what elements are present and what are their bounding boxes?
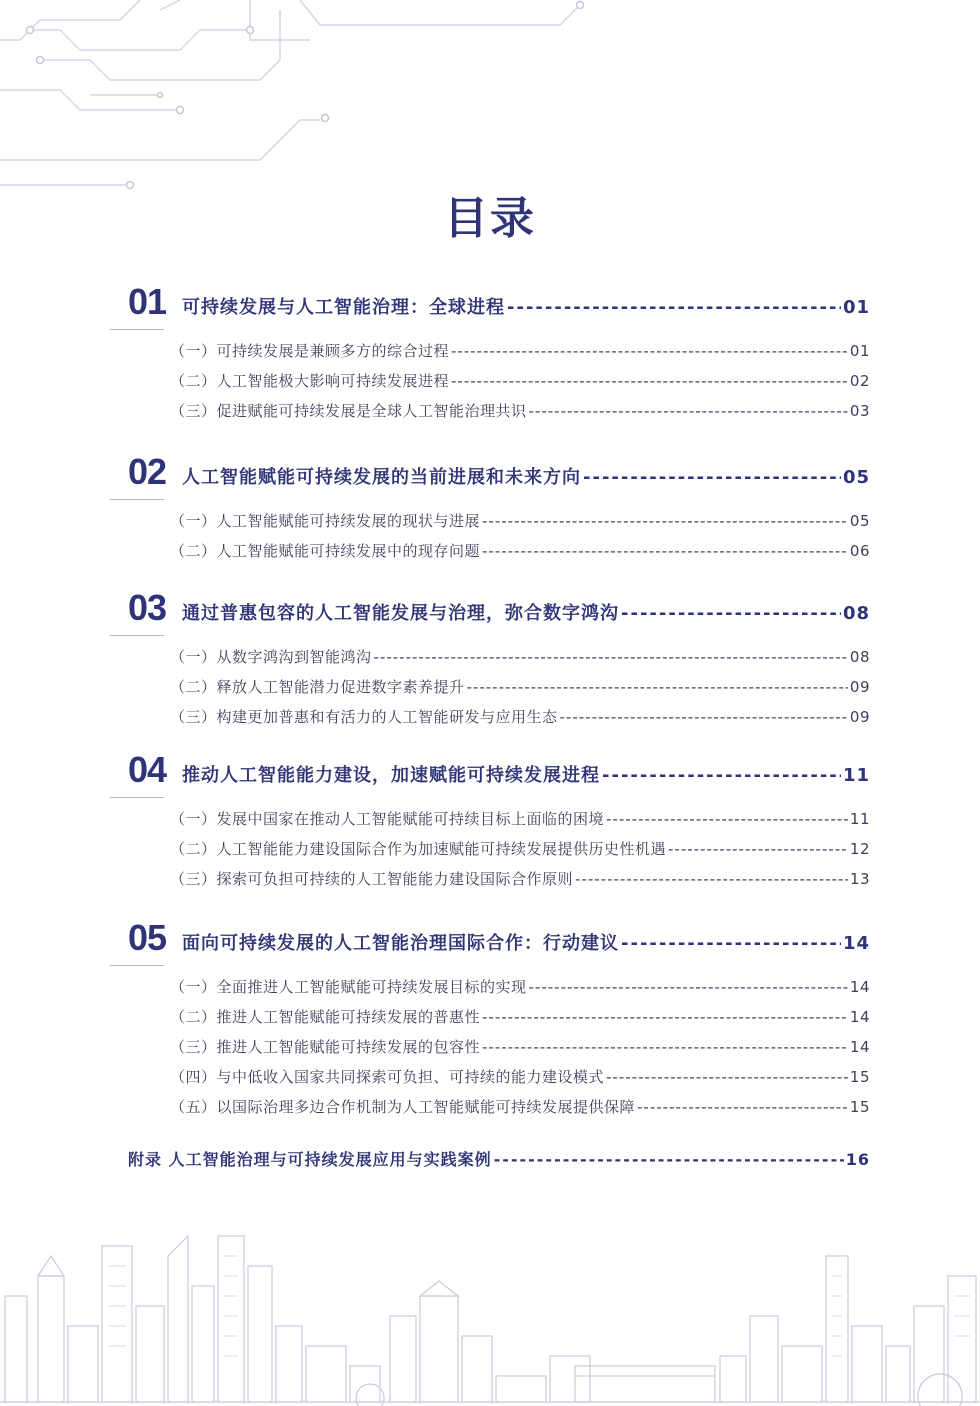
circuit-decoration [0, 0, 980, 200]
page-number: 12 [849, 840, 870, 858]
dot-leader [482, 536, 848, 566]
toc-entry-section[interactable] [170, 336, 870, 366]
dot-leader [583, 464, 841, 492]
section-title: （二）释放人工智能潜力促进数字素养提升 [170, 678, 465, 696]
section-title: （二）人工智能能力建设国际合作为加速赋能可持续发展提供历史性机遇 [170, 840, 667, 858]
page-number: 14 [842, 933, 870, 954]
page-number: 08 [849, 648, 870, 666]
page-number: 16 [845, 1150, 870, 1169]
table-of-contents [110, 282, 870, 1174]
section-title: （三）促进赋能可持续发展是全球人工智能治理共识 [170, 402, 527, 420]
toc-entry-section[interactable] [170, 702, 870, 732]
toc-entry-section[interactable] [170, 972, 870, 1002]
section-title: （三）构建更加普惠和有活力的人工智能研发与应用生态 [170, 708, 558, 726]
page-number: 02 [849, 372, 870, 390]
appendix-title: 附录 人工智能治理与可持续发展应用与实践案例 [128, 1150, 492, 1169]
page-number: 15 [849, 1068, 870, 1086]
toc-entry-section[interactable] [170, 1092, 870, 1122]
section-title: （二）人工智能赋能可持续发展中的现存问题 [170, 542, 481, 560]
dot-leader [494, 1146, 844, 1174]
page-number: 01 [849, 342, 870, 360]
chapter-title: 推动人工智能能力建设，加速赋能可持续发展进程 [182, 765, 600, 786]
dot-leader [621, 600, 841, 628]
chapter-title: 可持续发展与人工智能治理：全球进程 [182, 297, 505, 318]
page-number: 15 [849, 1098, 870, 1116]
dot-leader [606, 804, 848, 834]
chapter-number: 05 [110, 918, 176, 958]
section-title: （一）人工智能赋能可持续发展的现状与进展 [170, 512, 481, 530]
chapter-title: 通过普惠包容的人工智能发展与治理，弥合数字鸿沟 [182, 603, 619, 624]
toc-entry-appendix[interactable] [128, 1146, 870, 1174]
chapter-02 [110, 452, 870, 566]
toc-entry-section[interactable] [170, 1002, 870, 1032]
chapter-number: 03 [110, 588, 176, 628]
dot-leader [529, 972, 848, 1002]
toc-entry-section[interactable] [170, 834, 870, 864]
page-number: 14 [849, 1038, 870, 1056]
section-title: （四）与中低收入国家共同探索可负担、可持续的能力建设模式 [170, 1068, 605, 1086]
section-title: （三）探索可负担可持续的人工智能能力建设国际合作原则 [170, 870, 574, 888]
page-number: 06 [849, 542, 870, 560]
section-title: （二）推进人工智能赋能可持续发展的普惠性 [170, 1008, 481, 1026]
dot-leader [602, 762, 841, 790]
page-number: 05 [842, 467, 870, 488]
dot-leader [507, 294, 841, 322]
toc-entry-chapter-01[interactable] [176, 294, 870, 322]
chapter-title: 人工智能赋能可持续发展的当前进展和未来方向 [182, 467, 581, 488]
toc-entry-chapter-05[interactable] [176, 930, 870, 958]
dot-leader [482, 1032, 848, 1062]
toc-entry-section[interactable] [170, 366, 870, 396]
dot-leader [482, 506, 848, 536]
toc-entry-chapter-04[interactable] [176, 762, 870, 790]
chapter-03 [110, 588, 870, 732]
toc-entry-section[interactable] [170, 804, 870, 834]
page-number: 09 [849, 678, 870, 696]
page-number: 09 [849, 708, 870, 726]
toc-entry-section[interactable] [170, 1062, 870, 1092]
dot-leader [374, 642, 848, 672]
dot-leader [451, 336, 848, 366]
toc-entry-section[interactable] [170, 864, 870, 894]
toc-entry-section[interactable] [170, 642, 870, 672]
section-title: （三）推进人工智能赋能可持续发展的包容性 [170, 1038, 481, 1056]
dot-leader [560, 702, 848, 732]
dot-leader [451, 366, 848, 396]
toc-entry-section[interactable] [170, 396, 870, 426]
page-number: 03 [849, 402, 870, 420]
chapter-number: 01 [110, 282, 176, 322]
section-title: （一）发展中国家在推动人工智能赋能可持续目标上面临的困境 [170, 810, 605, 828]
dot-leader [482, 1002, 848, 1032]
section-title: （一）可持续发展是兼顾多方的综合过程 [170, 342, 450, 360]
section-title: （二）人工智能极大影响可持续发展进程 [170, 372, 450, 390]
dot-leader [621, 930, 841, 958]
toc-entry-section[interactable] [170, 536, 870, 566]
page-number: 13 [849, 870, 870, 888]
chapter-number: 02 [110, 452, 176, 492]
chapter-01 [110, 282, 870, 426]
chapter-number: 04 [110, 750, 176, 790]
chapter-05 [110, 918, 870, 1122]
city-skyline-decoration [0, 1216, 980, 1406]
page-number: 14 [849, 978, 870, 996]
dot-leader [529, 396, 848, 426]
dot-leader [606, 1062, 848, 1092]
section-title: （五）以国际治理多边合作机制为人工智能赋能可持续发展提供保障 [170, 1098, 636, 1116]
dot-leader [637, 1092, 848, 1122]
section-title: （一）从数字鸿沟到智能鸿沟 [170, 648, 372, 666]
page-number: 05 [849, 512, 870, 530]
page-title: 目录 [444, 193, 536, 244]
page-number: 08 [842, 603, 870, 624]
appendix [110, 1146, 870, 1174]
toc-entry-section[interactable] [170, 506, 870, 536]
section-title: （一）全面推进人工智能赋能可持续发展目标的实现 [170, 978, 527, 996]
chapter-04 [110, 750, 870, 894]
page-number: 14 [849, 1008, 870, 1026]
page-number: 01 [842, 297, 870, 318]
toc-entry-section[interactable] [170, 1032, 870, 1062]
dot-leader [467, 672, 848, 702]
chapter-title: 面向可持续发展的人工智能治理国际合作：行动建议 [182, 933, 619, 954]
dot-leader [575, 864, 848, 894]
toc-entry-chapter-03[interactable] [176, 600, 870, 628]
toc-entry-chapter-02[interactable] [176, 464, 870, 492]
toc-entry-section[interactable] [170, 672, 870, 702]
dot-leader [668, 834, 848, 864]
page-number: 11 [849, 810, 870, 828]
page-number: 11 [842, 765, 870, 786]
